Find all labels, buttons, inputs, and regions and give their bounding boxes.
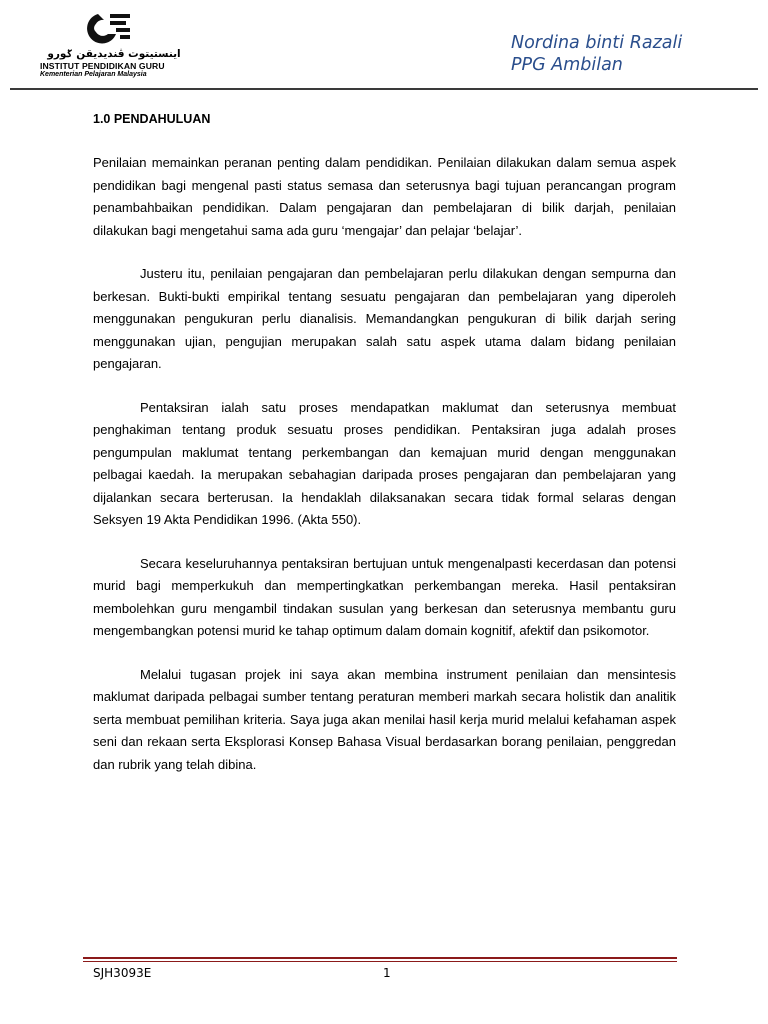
program-name: PPG Ambilan <box>511 55 623 75</box>
author-name: Nordina binti Razali <box>511 33 683 53</box>
paragraph-1: Penilaian memainkan peranan penting dalam pendidikan. Penilaian dilakukan dalam semua aspek pendidikan bagi mengenal pasti status semasa dan seterusnya bagi tujuan perancangan program penambahbaikan pendidikan. Dalam pengajaran dan pembelajaran di bilik darjah, penilaian dilakukan bagi mengetahui sama ada guru ‘mengajar’ dan pelajar ‘belajar’. <box>93 155 676 238</box>
paragraph-3: Pentaksiran ialah satu proses mendapatkan maklumat dan seterusnya membuat penghakiman tentang produk sesuatu proses pendidikan. Pentaksiran juga adalah proses pengumpulan maklumat tentang perkembangan dan kemajuan murid dengan menggunakan pelbagai kaedah. Ia merupakan sebahagian daripada proses pengajaran dan pembelajaran yang dijalankan secara berterusan. Ia hendaklah dilaksanakan secara tidak formal selaras dengan Seksyen 19 Akta Pendidikan 1996. (Akta 550). <box>93 399 676 527</box>
section-heading: 1.0 PENDAHULUAN <box>93 112 211 126</box>
page-header-info <box>511 32 682 76</box>
footer-page-number: 1 <box>383 966 391 980</box>
header-divider <box>10 88 758 90</box>
footer-divider-thin <box>83 961 677 962</box>
paragraph-4: Secara keseluruhannya pentaksiran bertujuan untuk mengenalpasti kecerdasan dan potensi murid bagi memperkukuh dan mempertingkatkan perkembangan mereka. Hasil pentaksiran membolehkan guru mengambil tindakan susulan yang berkesan dan seterusnya membantu guru mengembangkan potensi murid ke tahap optimum dalam domain kognitif, afektif dan psikomotor. <box>93 555 676 638</box>
footer-course-code: SJH3093E <box>93 966 152 980</box>
paragraph-2: Justeru itu, penilaian pengajaran dan pembelajaran perlu dilakukan dengan sempurna dan berkesan. Bukti-bukti empirikal tentang sesuatu pengajaran dan pembelajaran yang diperoleh menggunakan pengukuran perlu dianalisis. Memandangkan pengukuran di bilik darjah sering menggunakan ujian, pengujian merupakan salah satu aspek utama dalam bidang penilaian pengajaran. <box>93 266 676 371</box>
document-body <box>93 152 676 797</box>
logo-arabic-text: اينستيتوت ڤنديديقن ݢورو <box>47 48 181 60</box>
footer-divider <box>83 957 677 959</box>
paragraph-5: Melalui tugasan projek ini saya akan membina instrument penilaian dan mensintesis maklumat daripada pelbagai sumber tentang peraturan memberi markah secara holistik dan analitik serta membuat pemilihan kriteria. Saya juga akan menilai hasil kerja murid melalui kefahaman aspek seni dan rekaan serta Eksplorasi Konsep Bahasa Visual berdasarkan borang penilaian, penggredan dan rubrik yang telah dibina. <box>93 666 676 772</box>
institution-logo <box>22 10 182 80</box>
logo-institution-name: INSTITUT PENDIDIKAN GURU <box>40 61 165 71</box>
logo-ministry-name: Kementerian Pelajaran Malaysia <box>40 71 147 78</box>
ipg-emblem-icon <box>68 10 138 48</box>
